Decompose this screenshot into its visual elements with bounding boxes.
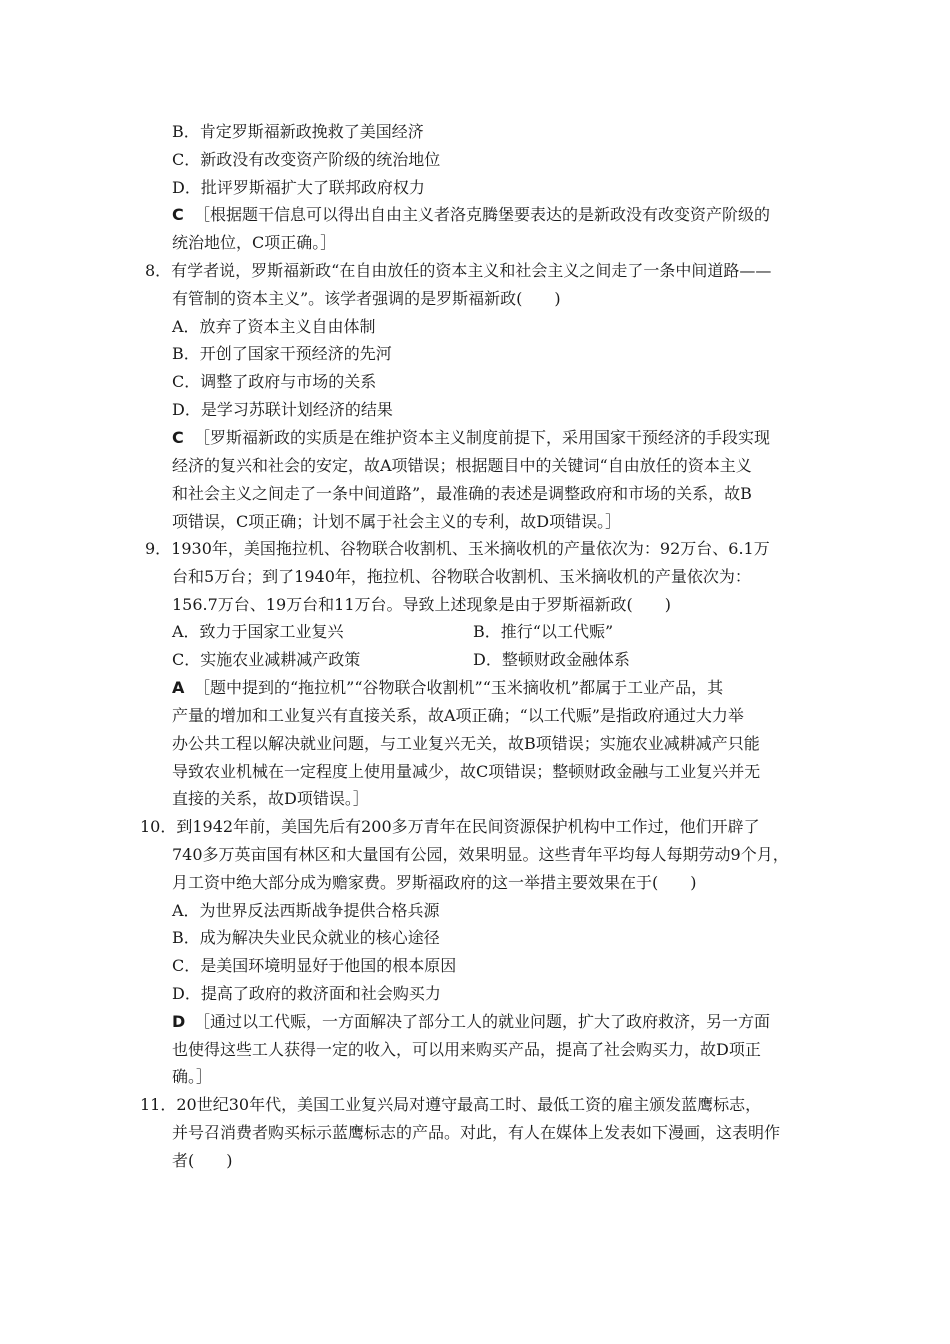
q10-option-c: C．是美国环境明显好于他国的根本原因 — [172, 956, 457, 975]
q10-explanation-line-3: 确。］ — [172, 1067, 213, 1086]
q7-option-b: B．肯定罗斯福新政挽救了美国经济 — [172, 122, 424, 141]
q8-option-d: D．是学习苏联计划经济的结果 — [172, 400, 393, 419]
q8-explanation-line-3: 和社会主义之间走了一条中间道路”，最准确的表述是调整政府和市场的关系，故B — [172, 484, 752, 503]
q8-option-c: C．调整了政府与市场的关系 — [172, 372, 377, 391]
q9-explanation-line-1: A ［题中提到的“拖拉机”“谷物联合收割机”“玉米摘收机”都属于工业产品，其 — [172, 678, 724, 697]
q8-explanation-line-2: 经济的复兴和社会的安定，故A项错误；根据题目中的关键词“自由放任的资本主义 — [172, 456, 752, 475]
q8-option-a: A．放弃了资本主义自由体制 — [172, 317, 376, 336]
q9-stem-line-2: 台和5万台；到了1940年，拖拉机、谷物联合收割机、玉米摘收机的产量依次为： — [172, 567, 751, 586]
q9-stem-line-1: 9．1930年，美国拖拉机、谷物联合收割机、玉米摘收机的产量依次为：92万台、6.1万 — [145, 539, 770, 558]
q10-option-a: A．为世界反法西斯战争提供合格兵源 — [172, 901, 440, 920]
q8-option-b: B．开创了国家干预经济的先河 — [172, 344, 392, 363]
q7-answer: C — [172, 205, 184, 224]
q11-stem-line-1: 11．20世纪30年代，美国工业复兴局对遵守最高工时、最低工资的雇主颁发蓝鹰标志， — [140, 1095, 762, 1114]
q11-stem-line-2: 并号召消费者购买标示蓝鹰标志的产品。对此，有人在媒体上发表如下漫画，这表明作 — [172, 1123, 781, 1142]
q7-option-c: C．新政没有改变资产阶级的统治地位 — [172, 150, 441, 169]
q9-option-b: B．推行“以工代赈” — [473, 622, 614, 641]
q9-option-a: A．致力于国家工业复兴 — [172, 622, 344, 641]
q9-explanation-line-4: 导致农业机械在一定程度上使用量减少，故C项错误；整顿财政金融与工业复兴并无 — [172, 762, 761, 781]
q7-explanation-line-1: C ［根据题干信息可以得出自由主义者洛克腾堡要表达的是新政没有改变资产阶级的 — [172, 205, 771, 224]
q9-stem-line-3: 156.7万台、19万台和11万台。导致上述现象是由于罗斯福新政( ) — [172, 595, 672, 614]
q9-answer: A — [172, 678, 185, 697]
q9-explanation-line-3: 办公共工程以解决就业问题，与工业复兴无关，故B项错误；实施农业减耕减产只能 — [172, 734, 760, 753]
q7-explanation-line-2: 统治地位，C项正确。］ — [172, 233, 337, 252]
q10-answer: D — [172, 1012, 186, 1031]
q8-explanation-line-4: 项错误，C项正确；计划不属于社会主义的专利，故D项错误。］ — [172, 512, 622, 531]
q10-explanation-line-1: D ［通过以工代赈，一方面解决了部分工人的就业问题，扩大了政府救济，另一方面 — [172, 1012, 771, 1031]
q8-explanation-line-1: C ［罗斯福新政的实质是在维护资本主义制度前提下，采用国家干预经济的手段实现 — [172, 428, 771, 447]
q10-option-d: D．提高了政府的救济面和社会购买力 — [172, 984, 441, 1003]
q9-explanation-line-5: 直接的关系，故D项错误。］ — [172, 789, 369, 808]
q11-stem-line-3: 者( ) — [172, 1151, 233, 1170]
q8-stem-line-1: 8．有学者说，罗斯福新政“在自由放任的资本主义和社会主义之间走了一条中间道路—— — [145, 261, 772, 280]
q9-explanation-line-2: 产量的增加和工业复兴有直接关系，故A项正确；“以工代赈”是指政府通过大力举 — [172, 706, 744, 725]
q8-answer: C — [172, 428, 184, 447]
q9-option-d: D．整顿财政金融体系 — [473, 650, 630, 669]
q9-option-c: C．实施农业减耕减产政策 — [172, 650, 361, 669]
q10-stem-line-1: 10．到1942年前，美国先后有200多万青年在民间资源保护机构中工作过，他们开辟了 — [140, 817, 760, 836]
q8-stem-line-2: 有管制的资本主义”。该学者强调的是罗斯福新政( ) — [172, 289, 561, 308]
q10-stem-line-3: 月工资中绝大部分成为赡家费。罗斯福政府的这一举措主要效果在于( ) — [172, 873, 697, 892]
q10-option-b: B．成为解决失业民众就业的核心途径 — [172, 928, 440, 947]
q10-explanation-line-2: 也使得这些工人获得一定的收入，可以用来购买产品，提高了社会购买力，故D项正 — [172, 1040, 761, 1059]
q7-option-d: D．批评罗斯福扩大了联邦政府权力 — [172, 178, 425, 197]
q10-stem-line-2: 740多万英亩国有林区和大量国有公园，效果明显。这些青年平均每人每期劳动9个月， — [172, 845, 789, 864]
